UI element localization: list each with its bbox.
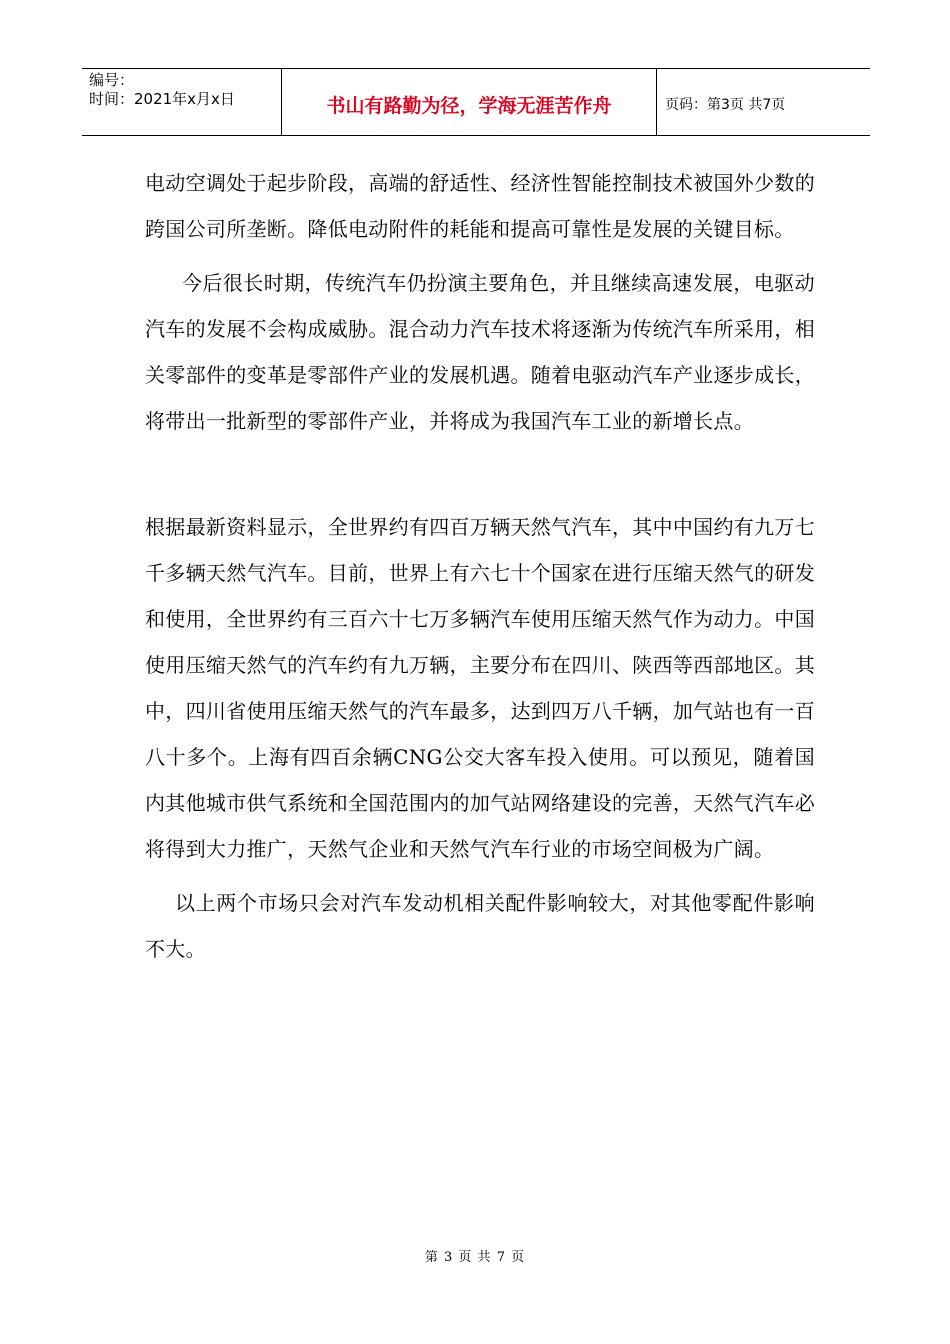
header-page-number: 页码：第3页 共7页 — [665, 97, 786, 113]
page-footer: 第 3 页 共 7 页 — [424, 1250, 526, 1265]
paragraph-2: 今后很长时期，传统汽车仍扮演主要角色，并且继续高速发展，电驱动汽车的发展不会构成威胁。混合动力汽车技术将逐渐为传统汽车所采用，相关零部件的变革是零部件产业的发展机遇。随着电驱动汽车产业逐步成长，将带出一批新型的零部件产业，并将成为我国汽车工业的新增长点。 — [145, 271, 815, 433]
paragraph-gap — [145, 444, 815, 494]
paragraph-4: 以上两个市场只会对汽车发动机相关配件影响较大，对其他零配件影响不大。 — [145, 891, 815, 961]
page-header — [82, 68, 870, 136]
date-label: 时间：2021年x月x日 — [89, 90, 235, 108]
paragraph-1: 电动空调处于起步阶段，高端的舒适性、经济性智能控制技术被国外少数的跨国公司所垄断。降低电动附件的耗能和提高可靠性是发展的关键目标。 — [145, 171, 815, 241]
number-label: 编号： — [89, 71, 135, 89]
header-motto: 书山有路勤为径，学海无涯苦作舟 — [282, 69, 657, 135]
paragraph-3: 根据最新资料显示，全世界约有四百万辆天然气汽车，其中中国约有九万七千多辆天然气汽车。目前，世界上有六七十个国家在进行压缩天然气的研发和使用，全世界约有三百六十七万多辆汽车使用压缩天然气作为动力。中国使用压缩天然气的汽车约有九万辆，主要分布在四川、陕西等西部地区。其中，四川省使用压缩天然气的汽车最多，达到四万八千辆，加气站也有一百八十多个。上海有四百余辆CNG公交大客车投入使用。可以预见，随着国内其他城市供气系统和全国范围内的加气站网络建设的完善，天然气汽车必将得到大力推广，天然气企业和天然气汽车行业的市场空间极为广阔。 — [145, 515, 815, 861]
header-meta — [82, 69, 282, 135]
document-body — [145, 160, 815, 972]
